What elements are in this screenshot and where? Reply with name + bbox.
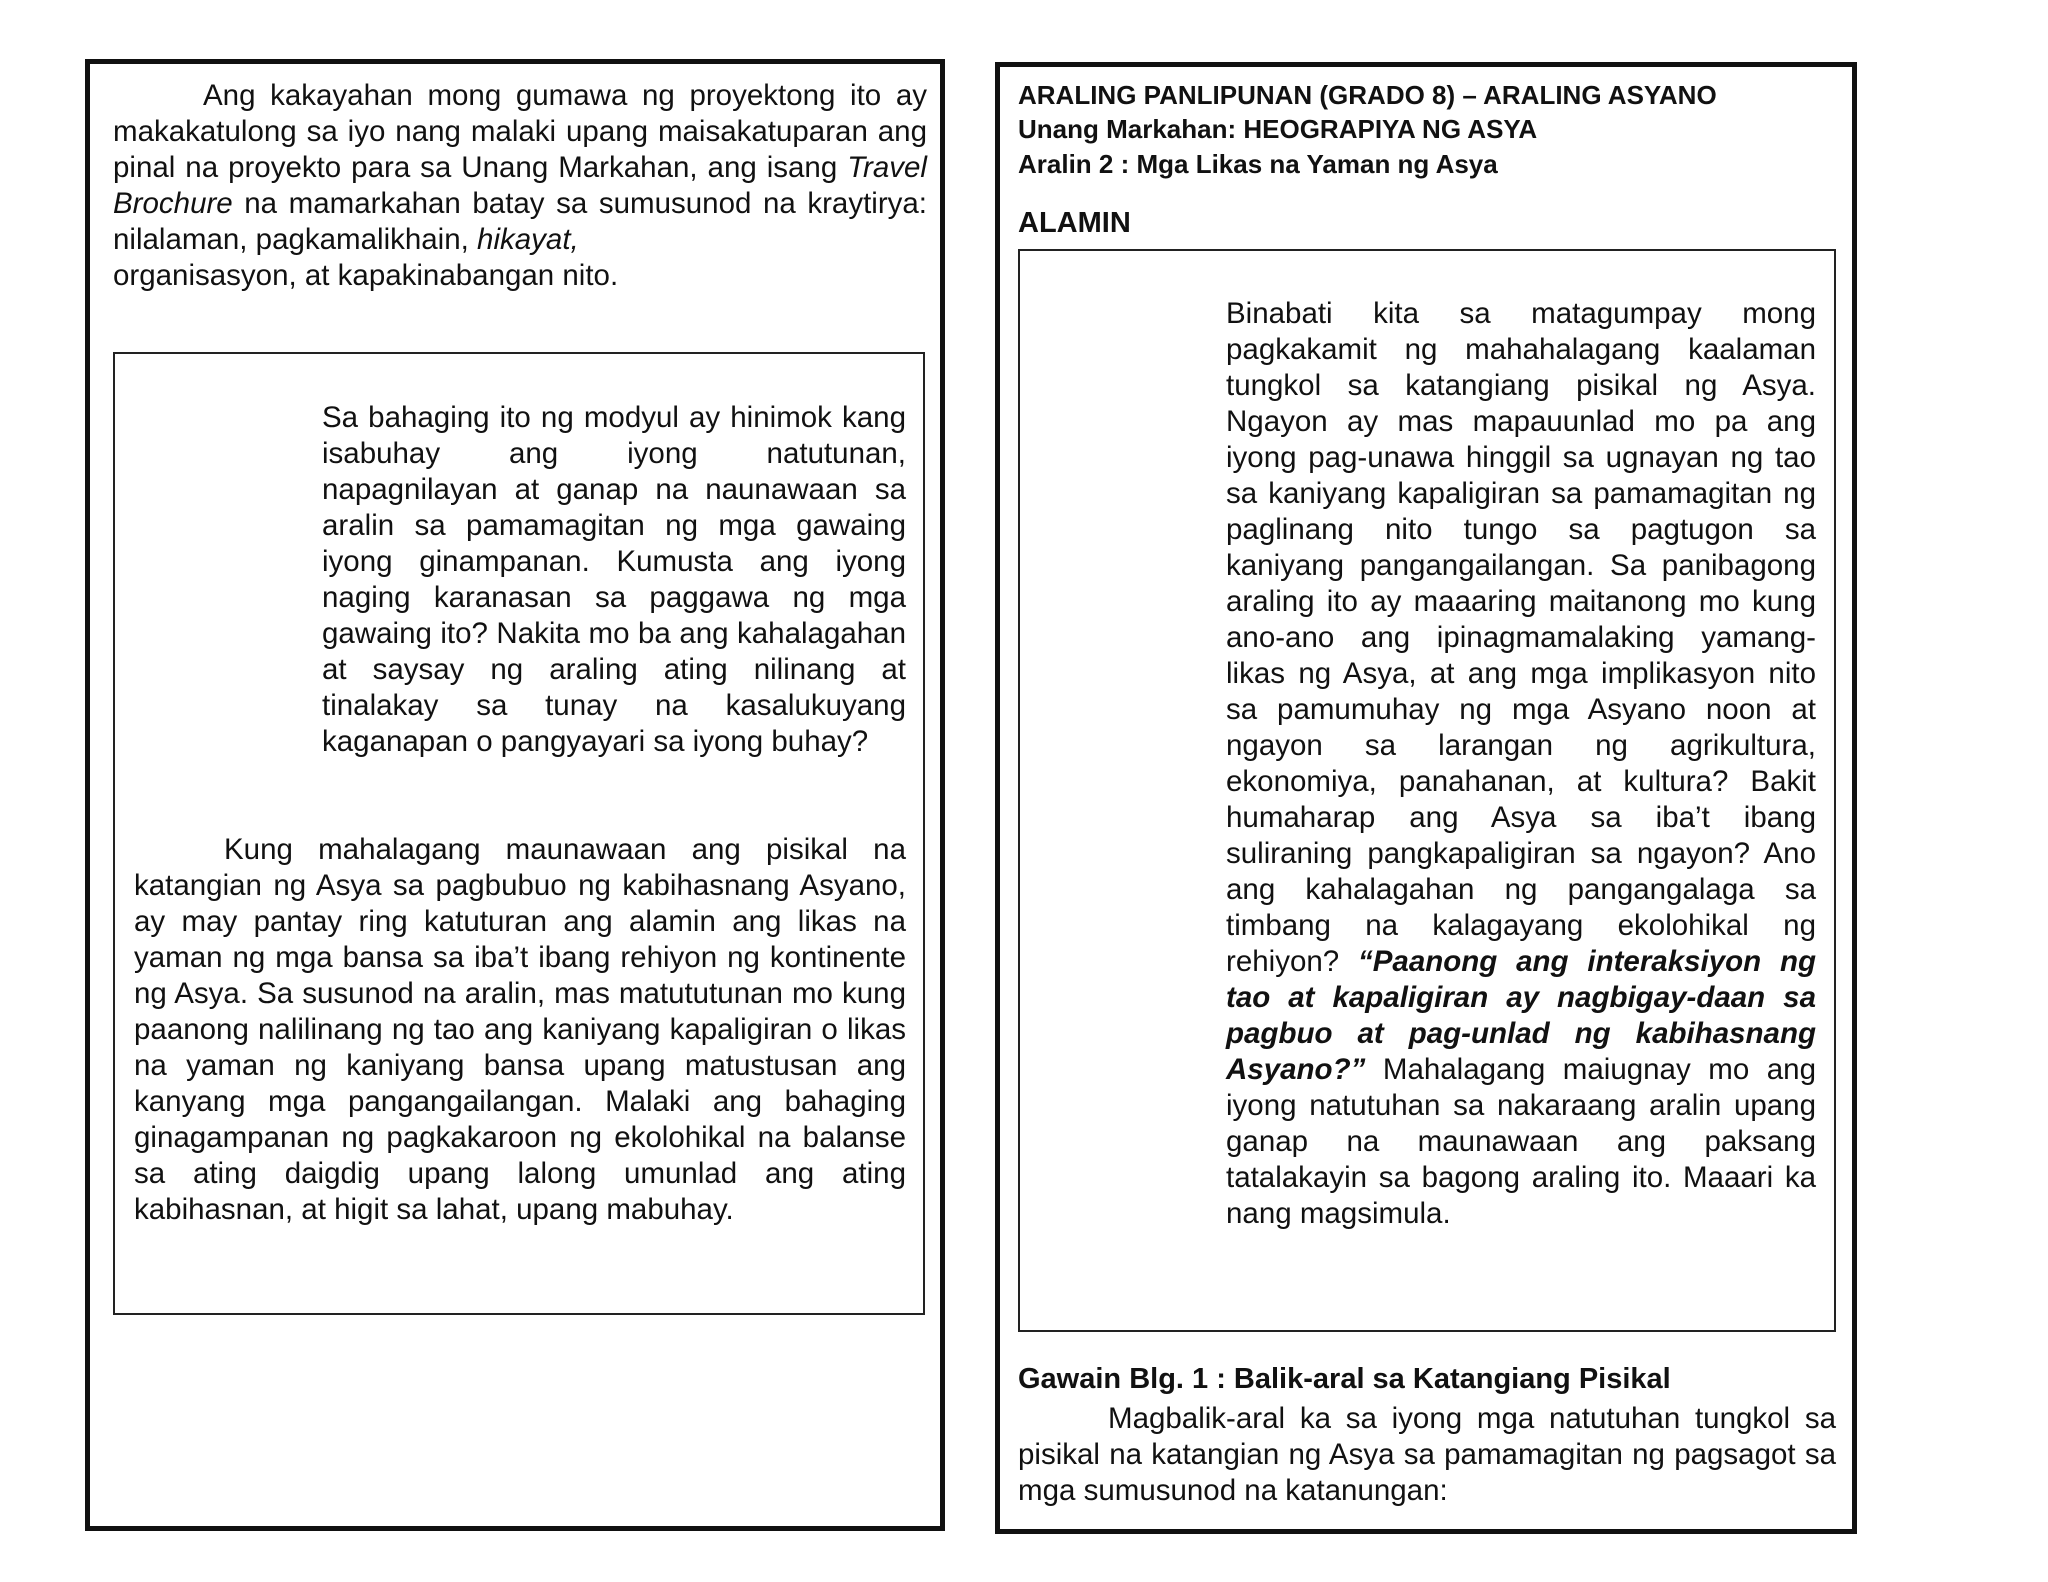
intro-text-1: Ang kakayahan mong gumawa ng proyektong ito ay makakatulong sa iyo nang malaki upang maisakatuparan ang pinal na proyekto para sa Unang Markahan, ang isang bbox=[113, 79, 927, 184]
right-page bbox=[995, 62, 1857, 1534]
alamin-heading: ALAMIN bbox=[1018, 207, 1131, 239]
gawain-instructions: Magbalik-aral ka sa iyong mga natutuhan tungkol sa pisikal na katangian ng Asya sa pamamagitan ng pagsagot sa mga sumusunod na katanungan: bbox=[1018, 1402, 1836, 1507]
alamin-paragraph bbox=[1226, 296, 1816, 1232]
intro-italic-travel-brochure: Travel Brochure bbox=[113, 151, 927, 220]
alamin-box bbox=[1018, 249, 1836, 1332]
gawain-heading: Gawain Blg. 1 : Balik-aral sa Katangiang Pisikal bbox=[1018, 1363, 1671, 1395]
alamin-emphasis-question: “Paanong ang interaksiyon ng tao at kapaligiran ay nagbigay-daan sa pagbuo at pag-unlad ng kabihasnang Asyano?” bbox=[1226, 945, 1817, 1086]
quarter-title: Unang Markahan: HEOGRAPIYA NG ASYA bbox=[1018, 114, 1538, 144]
intro-text-2: na mamarkahan batay sa sumusunod na kraytirya: nilalaman, pagkamalikhain, bbox=[113, 187, 927, 256]
intro-paragraph bbox=[113, 78, 927, 294]
reflection-box bbox=[113, 352, 925, 1315]
reflection-paragraph: Sa bahaging ito ng modyul ay hinimok kang isabuhay ang iyong natutunan, napagnilayan at ganap na naunawaan sa aralin sa pamamagitan ng mga gawaing iyong ginampanan. Kumusta ang iyong naging karanasan sa paggawa ng mga gawaing ito? Nakita mo ba ang kahalagahan at saysay ng araling ating nilinang at tinalakay sa tunay na kasalukuyang kaganapan o pangyayari sa iyong buhay? bbox=[322, 401, 906, 758]
alamin-text-2: Mahalagang maiugnay mo ang iyong natutuhan sa nakaraang aralin upang ganap na maunawaan ang paksang tatalakayin sa bagong araling ito. Maaari ka nang magsimula. bbox=[1226, 1053, 1816, 1230]
lesson-title: Aralin 2 : Mga Likas na Yaman ng Asya bbox=[1018, 149, 1498, 179]
transition-paragraph: Kung mahalagang maunawaan ang pisikal na katangian ng Asya sa pagbubuo ng kabihasnang Asyano, ay may pantay ring katuturan ang alamin ang likas na yaman ng mga bansa sa iba’t ibang rehiyon ng kontinente ng Asya. Sa susunod na aralin, mas matututunan mo kung paanong nalilinang ng tao ang kaniyang kapaligiran o likas na yaman ng kaniyang bansa upang matustusan ang kanyang mga pangangailangan. Malaki ang bahaging ginagampanan ng pagkakaroon ng ekolohikal na balanse sa ating daigdig upang lalong umunlad ang ating kabihasnan, at higit sa lahat, upang mabuhay. bbox=[134, 833, 906, 1226]
left-page bbox=[85, 59, 945, 1531]
subject-title: ARALING PANLIPUNAN (GRADO 8) – ARALING ASYANO bbox=[1018, 80, 1717, 110]
alamin-text-1: Binabati kita sa matagumpay mong pagkakamit ng mahahalagang kaalaman tungkol sa katangiang pisikal ng Asya. Ngayon ay mas mapauunlad mo pa ang iyong pag-unawa hinggil sa ugnayan ng tao sa kaniyang kapaligiran sa pamamagitan ng paglinang nito tungo sa pagtugon sa kaniyang pangangailangan. Sa panibagong araling ito ay maaaring maitanong mo kung ano-ano ang ipinagmamalaking yamang-likas ng Asya, at ang mga implikasyon nito sa pamumuhay ng mga Asyano noon at ngayon sa larangan ng agrikultura, ekonomiya, panahanan, at kultura? Bakit humaharap ang Asya sa iba’t ibang suliraning pangkapaligiran sa ngayon? Ano ang kahalagahan ng pangangalaga sa timbang na kalagayang ekolohikal ng rehiyon? bbox=[1226, 297, 1816, 978]
intro-text-3: organisasyon, at kapakinabangan nito. bbox=[113, 259, 619, 292]
intro-italic-hikayat: hikayat, bbox=[477, 223, 579, 256]
